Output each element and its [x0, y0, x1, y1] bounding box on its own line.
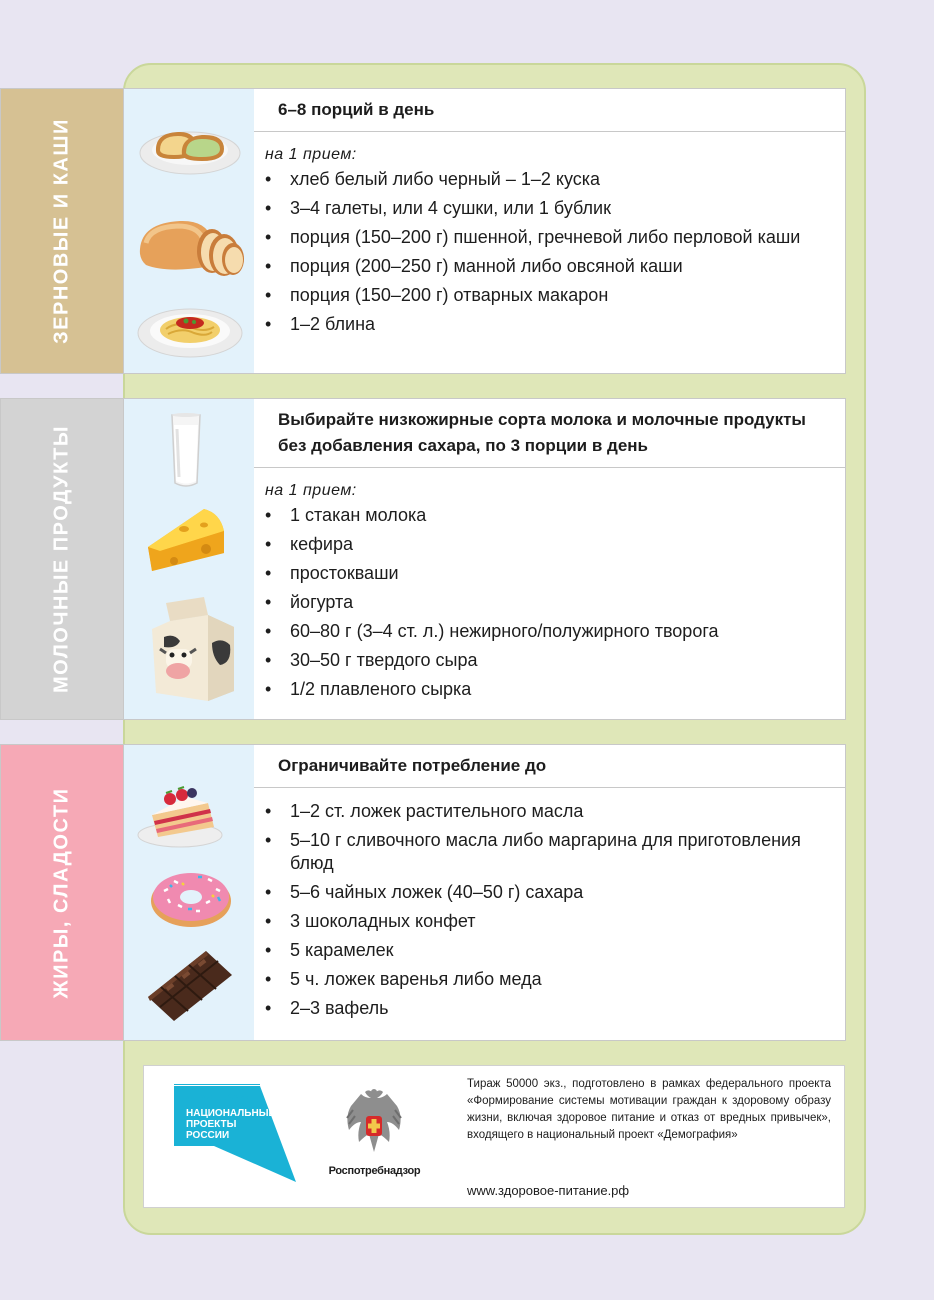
- demography-logo-line1: НАЦИОНАЛЬНЫЕ: [186, 1108, 276, 1119]
- demography-logo: [174, 1084, 298, 1184]
- list-item: • 1 стакан молока: [265, 504, 835, 527]
- footer-url[interactable]: www.здоровое-питание.рф: [467, 1183, 630, 1198]
- section-dairy: [0, 398, 846, 720]
- milk-glass-icon: [168, 411, 204, 491]
- subhead-dairy: на 1 прием:: [265, 482, 357, 499]
- list-item: • 3–4 галеты, или 4 сушки, или 1 бублик: [265, 197, 835, 220]
- rospotrebnadzor-name: Роспотребнадзор: [328, 1165, 421, 1177]
- list-item: • 5–6 чайных ложек (40–50 г) сахара: [265, 881, 835, 904]
- bread-plate-icon: [138, 121, 242, 177]
- content-grains: [254, 88, 846, 374]
- image-column-dairy: [123, 398, 255, 720]
- list-item: • 5 ч. ложек варенья либо меда: [265, 968, 835, 991]
- list-item: • порция (150–200 г) отварных макарон: [265, 284, 835, 307]
- milk-carton-icon: [150, 593, 238, 705]
- section-side-sweets: [0, 744, 123, 1041]
- section-heading-sweets: Ограничивайте потребление до: [254, 745, 845, 788]
- section-grains: [0, 88, 846, 374]
- demography-logo-top: ДЕМОГРАФИЯ: [186, 1092, 254, 1102]
- demography-logo-line3: РОССИИ: [186, 1130, 230, 1141]
- bread-loaf-icon: [136, 215, 246, 277]
- section-heading-grains: 6–8 порций в день: [254, 89, 845, 132]
- subhead-grains: на 1 прием:: [265, 146, 357, 163]
- section-side-dairy: [0, 398, 123, 720]
- item-list-sweets: [254, 800, 845, 1020]
- donut-icon: [148, 867, 234, 929]
- list-item: • простокваши: [265, 562, 835, 585]
- list-item: • 3 шоколадных конфет: [265, 910, 835, 933]
- side-label-dairy: МОЛОЧНЫЕ ПРОДУКТЫ: [50, 425, 73, 693]
- list-item: • порция (150–200 г) пшенной, гречневой либо перловой каши: [265, 226, 835, 249]
- list-item: • 5 карамелек: [265, 939, 835, 962]
- pasta-plate-icon: [136, 301, 244, 361]
- list-item: • 1–2 блина: [265, 313, 835, 336]
- section-sweets: [0, 744, 846, 1041]
- eagle-emblem-icon: [339, 1086, 409, 1160]
- item-list-grains: [254, 168, 845, 336]
- list-item: • 1/2 плавленого сырка: [265, 678, 835, 701]
- list-item: • 1–2 ст. ложек растительного масла: [265, 800, 835, 823]
- side-label-grains: ЗЕРНОВЫЕ И КАШИ: [50, 118, 73, 344]
- image-column-sweets: [123, 744, 255, 1041]
- section-side-grains: [0, 88, 123, 374]
- image-column-grains: [123, 88, 255, 374]
- list-item: • 30–50 г твердого сыра: [265, 649, 835, 672]
- content-sweets: [254, 744, 846, 1041]
- list-item: • 2–3 вафель: [265, 997, 835, 1020]
- cake-icon: [136, 775, 236, 851]
- section-heading-dairy: Выбирайте низкожирные сорта молока и молочные продукты без добавления сахара, по 3 порции в день: [254, 399, 845, 468]
- rospotrebnadzor-logo: [327, 1086, 422, 1188]
- content-dairy: [254, 398, 846, 720]
- list-item: • порция (200–250 г) манной либо овсяной каши: [265, 255, 835, 278]
- list-item: • хлеб белый либо черный – 1–2 куска: [265, 168, 835, 191]
- cheese-icon: [144, 503, 228, 577]
- side-label-sweets: ЖИРЫ, СЛАДОСТИ: [50, 787, 73, 998]
- footer-card: [143, 1065, 845, 1208]
- demography-logo-line2: ПРОЕКТЫ: [186, 1119, 237, 1130]
- list-item: • 60–80 г (3–4 ст. л.) нежирного/полужирного творога: [265, 620, 835, 643]
- chocolate-icon: [144, 945, 236, 1025]
- footer-text: Тираж 50000 экз., подготовлено в рамках федерального проекта «Формирование системы мотивации граждан к здоровому образу жизни, включая здоровое питание и отказ от вредных привычек», входящего в национальный проект «Демография»: [467, 1078, 831, 1141]
- item-list-dairy: [254, 504, 845, 701]
- list-item: • йогурта: [265, 591, 835, 614]
- list-item: • кефира: [265, 533, 835, 556]
- list-item: • 5–10 г сливочного масла либо маргарина для приготовления блюд: [265, 829, 835, 875]
